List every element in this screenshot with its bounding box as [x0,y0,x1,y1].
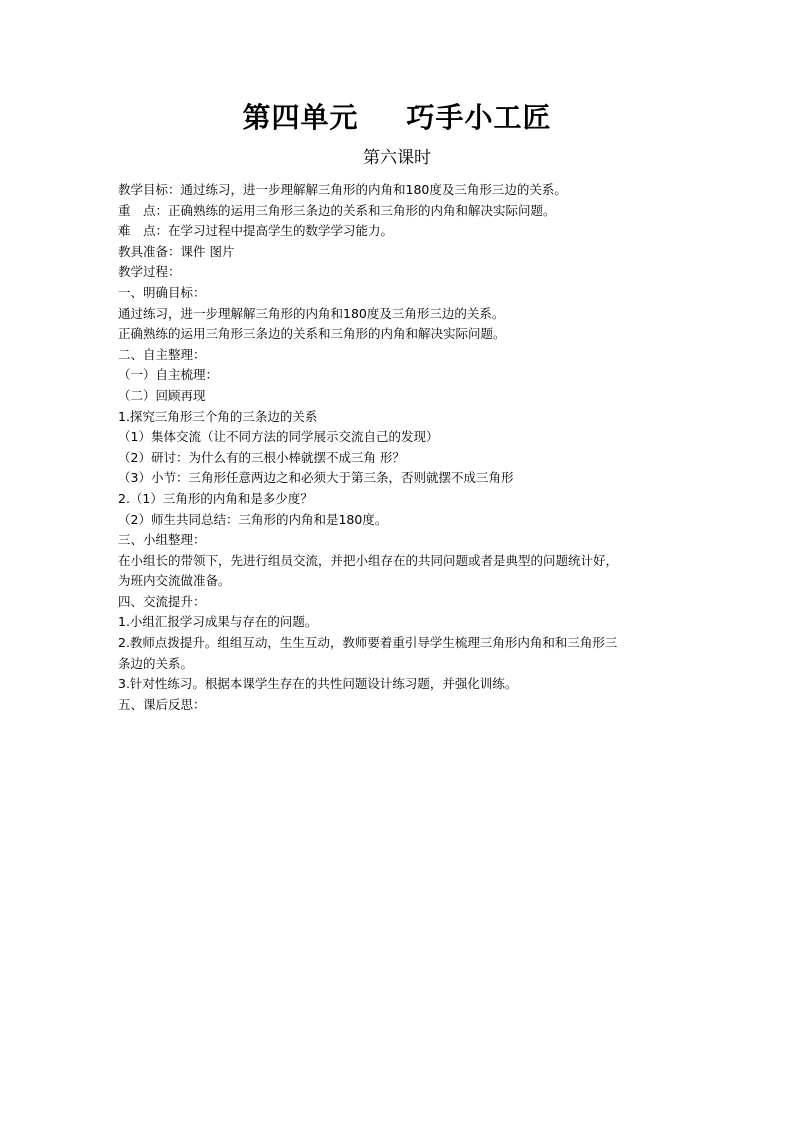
line-teaching-aids: 教具准备：课件 图片 [118,243,235,259]
line-key-point: 重 点：正确熟练的运用三角形三条边的关系和三角形的内角和解决实际问题。 [118,202,556,218]
document-body [118,180,688,715]
paragraph-line: 为班内交流做准备。 [118,573,231,589]
list-item: 条边的关系。 [118,655,194,671]
list-item: 2.（1）三角形的内角和是多少度？ [118,490,313,506]
line-difficulty: 难 点：在学习过程中提高学生的数学学习能力。 [118,223,394,239]
list-item: 1.探究三角形三个角的三条边的关系 [118,408,318,424]
paragraph-line: 在小组长的带领下，先进行组员交流，并把小组存在的共同问题或者是典型的问题统计好， [118,552,619,568]
line-teaching-goal: 教学目标：通过练习，进一步理解解三角形的内角和180度及三角形三边的关系。 [118,182,567,197]
section-heading-2: 二、自主整理： [118,346,206,362]
subsection-heading: （二）回顾再现 [118,387,206,403]
list-item: 2.教师点拨提升。组组互动，生生互动，教师要着重引导学生梳理三角形内角和和三角形三 [118,635,618,651]
list-item: 通过练习，进一步理解解三角形的内角和180度及三角形三边的关系。 [118,305,505,321]
subsection-heading: （一）自主梳理： [118,367,219,383]
document-title [0,98,794,138]
line-process-heading: 教学过程： [118,264,181,280]
section-heading-4: 四、交流提升： [118,593,206,609]
title-topic: 巧手小工匠 [406,101,552,134]
list-item: （2）研讨：为什么有的三根小棒就摆不成三角 形？ [118,449,405,465]
document-subtitle: 第六课时 [363,148,431,168]
list-item: 正确熟练的运用三角形三条边的关系和三角形的内角和解决实际问题。 [118,326,506,342]
list-item: （2）师生共同总结：三角形的内角和是180度。 [118,511,388,527]
section-heading-3: 三、小组整理： [118,532,206,548]
list-item: （1）集体交流（让不同方法的同学展示交流自己的发现） [118,429,439,445]
section-heading-1: 一、明确目标： [118,284,206,300]
list-item: 1.小组汇报学习成果与存在的问题。 [118,614,318,630]
list-item: 3.针对性练习。根据本课学生存在的共性问题设计练习题，并强化训练。 [118,676,518,692]
section-heading-5: 五、课后反思： [118,696,206,712]
list-item: （3）小节：三角形任意两边之和必须大于第三条，否则就摆不成三角形 [118,470,514,486]
title-unit: 第四单元 [242,101,359,134]
